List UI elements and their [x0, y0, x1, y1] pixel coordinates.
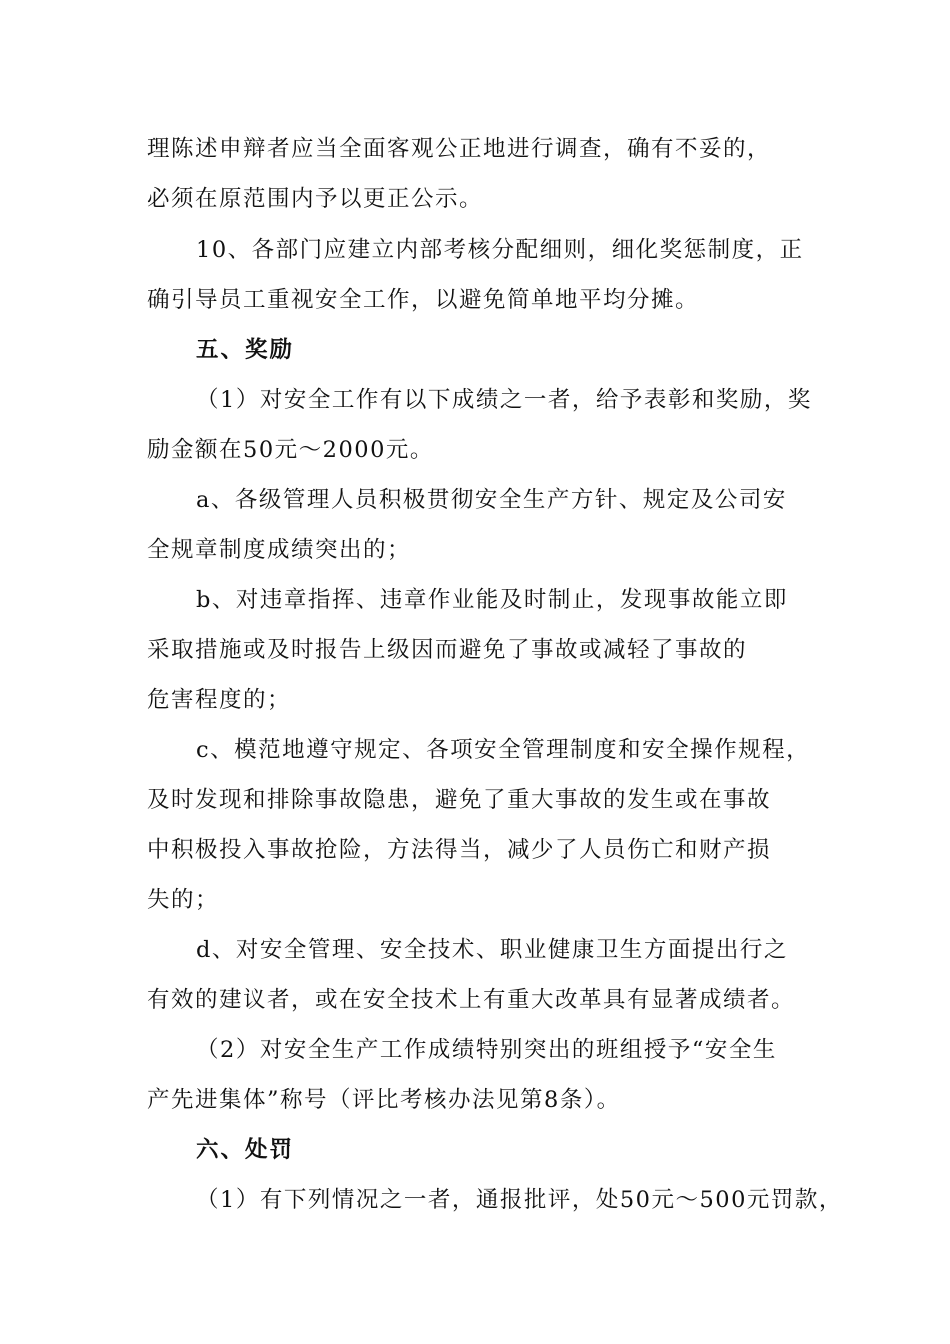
paragraph-line: （2）对安全生产工作成绩特别突出的班组授予“安全生	[196, 1037, 777, 1063]
list-item-d: d、对安全管理、安全技术、职业健康卫生方面提出行之	[196, 937, 788, 963]
list-item-c: c、模范地遵守规定、各项安全管理制度和安全操作规程，	[196, 737, 811, 763]
paragraph-line: 采取措施或及时报告上级因而避免了事故或减轻了事故的	[147, 637, 748, 663]
paragraph-line: 必须在原范围内予以更正公示。	[147, 186, 484, 212]
paragraph-line: 中积极投入事故抢险，方法得当，减少了人员伤亡和财产损	[147, 837, 772, 863]
paragraph-line: 全规章制度成绩突出的；	[147, 537, 412, 563]
paragraph-line: 确引导员工重视安全工作，以避免简单地平均分摊。	[147, 287, 700, 313]
paragraph-line: 10、各部门应建立内部考核分配细则，细化奖惩制度，正	[196, 237, 804, 263]
paragraph-line: 产先进集体”称号（评比考核办法见第8条）。	[147, 1087, 621, 1113]
paragraph-line: （1）对安全工作有以下成绩之一者，给予表彰和奖励，奖	[196, 387, 812, 413]
paragraph-line: 理陈述申辩者应当全面客观公正地进行调查，确有不妥的，	[147, 136, 772, 162]
paragraph-line: （1）有下列情况之一者，通报批评，处50元～500元罚款，	[196, 1187, 843, 1213]
paragraph-line: 失的；	[147, 887, 220, 913]
paragraph-line: 励金额在50元～2000元。	[147, 437, 434, 463]
section-heading-penalty: 六、处罚	[196, 1137, 295, 1163]
paragraph-line: 危害程度的；	[147, 687, 292, 713]
section-heading-reward: 五、奖励	[196, 337, 295, 363]
list-item-a: a、各级管理人员积极贯彻安全生产方针、规定及公司安	[196, 487, 787, 513]
paragraph-line: 有效的建议者，或在安全技术上有重大改革具有显著成绩者。	[147, 987, 796, 1013]
list-item-b: b、对违章指挥、违章作业能及时制止，发现事故能立即	[196, 587, 788, 613]
paragraph-line: 及时发现和排除事故隐患，避免了重大事故的发生或在事故	[147, 787, 772, 813]
